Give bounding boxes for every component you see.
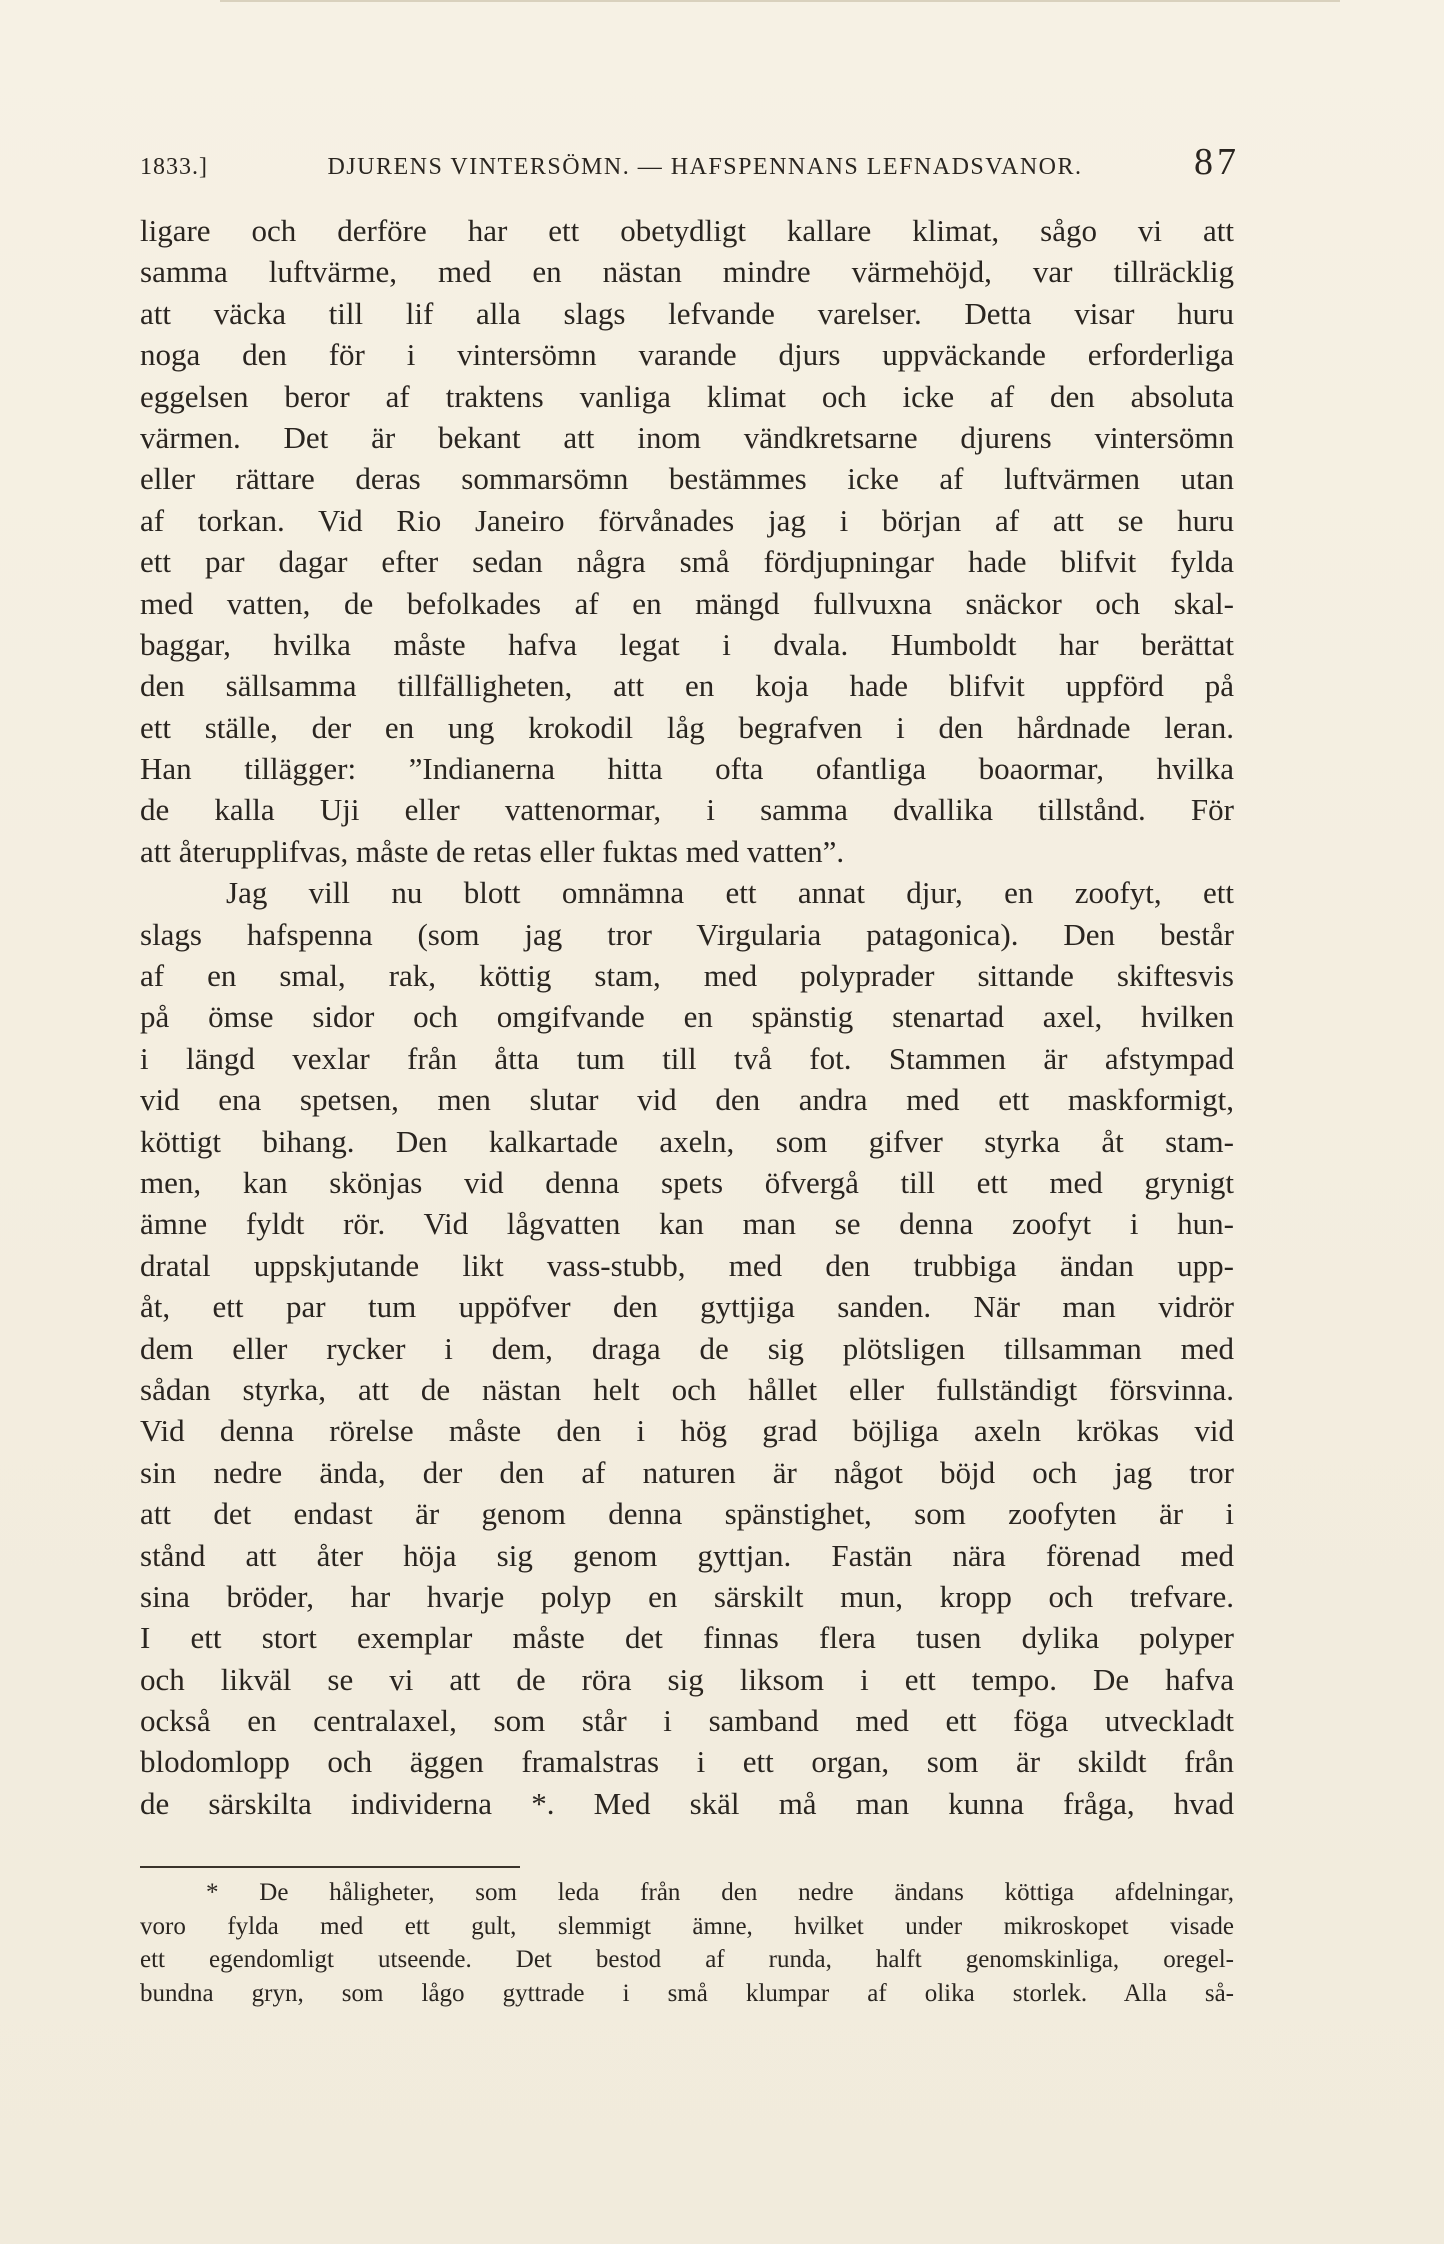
text-line: noga den för i vintersömn varande djurs uppväckande erforderliga (140, 337, 1234, 373)
text-line: blodomlopp och äggen framalstras i ett organ, som är skildt från (140, 1744, 1234, 1780)
text-line: Vid denna rörelse måste den i hög grad böjliga axeln krökas vid (140, 1413, 1234, 1449)
text-line: de kalla Uji eller vattenormar, i samma dvallika tillstånd. För (140, 792, 1234, 828)
text-line: åt, ett par tum uppöfver den gyttjiga sanden. När man vidrör (140, 1289, 1234, 1325)
body-text (140, 210, 1234, 1824)
text-line: stånd att åter höja sig genom gyttjan. Fastän nära förenad med (140, 1537, 1234, 1573)
text-line: den sällsamma tillfälligheten, att en koja hade blifvit uppförd på (140, 668, 1234, 704)
page-number: 87 (1194, 141, 1240, 183)
text-line: dratal uppskjutande likt vass-stubb, med den trubbiga ändan upp- (140, 1247, 1234, 1283)
text-line: att det endast är genom denna spänstighet, som zoofyten är i (140, 1496, 1234, 1532)
text-line: sådan styrka, att de nästan helt och hållet eller fullständigt försvinna. (140, 1371, 1234, 1407)
text-line: ett par dagar efter sedan några små fördjupningar hade blifvit fylda (140, 544, 1234, 580)
text-line: i längd vexlar från åtta tum till två fot. Stammen är afstympad (140, 1040, 1234, 1076)
footnote (140, 1876, 1234, 2010)
footnote-line: voro fylda med ett gult, slemmigt ämne, hvilket under mikroskopet visade (140, 1912, 1234, 1940)
running-header (140, 140, 1240, 184)
text-line: ämne fyldt rör. Vid lågvatten kan man se denna zoofyt i hun- (140, 1206, 1234, 1242)
text-line: af en smal, rak, köttig stam, med polyprader sittande skiftesvis (140, 958, 1234, 994)
text-line: eggelsen beror af traktens vanliga klimat och icke af den absoluta (140, 378, 1234, 414)
text-line: att återupplifvas, måste de retas eller fuktas med vatten”. (140, 833, 845, 869)
text-line: baggar, hvilka måste hafva legat i dvala. Humboldt har berättat (140, 626, 1234, 662)
page-edge-rule (220, 0, 1340, 2)
text-line: på ömse sidor och omgifvande en spänstig stenartad axel, hvilken (140, 999, 1234, 1035)
text-line: värmen. Det är bekant att inom vändkretsarne djurens vintersömn (140, 419, 1234, 455)
text-line: sin nedre ända, der den af naturen är något böjd och jag tror (140, 1454, 1234, 1490)
header-year: 1833.] (140, 154, 208, 180)
text-line: också en centralaxel, som står i samband med ett föga utveckladt (140, 1703, 1234, 1739)
text-line: sina bröder, har hvarje polyp en särskilt mun, kropp och trefvare. (140, 1578, 1234, 1614)
footnote-line: ett egendomligt utseende. Det bestod af runda, halft genomskinliga, oregel- (140, 1946, 1234, 1973)
text-line: slags hafspenna (som jag tror Virgularia patagonica). Den består (140, 916, 1234, 952)
text-line: och likväl se vi att de röra sig liksom i ett tempo. De hafva (140, 1661, 1234, 1697)
text-line: Jag vill nu blott omnämna ett annat djur, en zoofyt, ett (226, 875, 1234, 911)
text-line: men, kan skönjas vid denna spets öfvergå till ett med grynigt (140, 1164, 1234, 1200)
footnote-line: bundna gryn, som lågo gyttrade i små klumpar af olika storlek. Alla så- (140, 1979, 1234, 2007)
text-line: af torkan. Vid Rio Janeiro förvånades jag i början af att se huru (140, 502, 1234, 538)
footnote-line: * De håligheter, som leda från den nedre ändans köttiga afdelningar, (206, 1879, 1234, 1906)
footnote-divider (140, 1866, 520, 1868)
text-line: dem eller rycker i dem, draga de sig plötsligen tillsamman med (140, 1330, 1234, 1366)
text-line: I ett stort exemplar måste det finnas flera tusen dylika polyper (140, 1620, 1234, 1656)
text-line: att väcka till lif alla slags lefvande varelser. Detta visar huru (140, 295, 1234, 331)
text-line: vid ena spetsen, men slutar vid den andra med ett maskformigt, (140, 1082, 1234, 1118)
text-line: samma luftvärme, med en nästan mindre värmehöjd, var tillräcklig (140, 254, 1234, 290)
text-line: köttigt bihang. Den kalkartade axeln, som gifver styrka åt stam- (140, 1123, 1234, 1159)
text-line: med vatten, de befolkades af en mängd fullvuxna snäckor och skal- (140, 585, 1234, 621)
text-line: eller rättare deras sommarsömn bestämmes icke af luftvärmen utan (140, 461, 1234, 497)
text-line: Han tillägger: ”Indianerna hitta ofta ofantliga boaormar, hvilka (140, 751, 1234, 787)
header-title: DJURENS VINTERSÖMN. — HAFSPENNANS LEFNADSVANOR. (327, 154, 1083, 180)
text-line: ligare och derföre har ett obetydligt kallare klimat, sågo vi att (140, 213, 1234, 248)
text-line: ett ställe, der en ung krokodil låg begrafven i den hårdnade leran. (140, 709, 1234, 745)
text-line: de särskilta individerna *. Med skäl må man kunna fråga, hvad (140, 1785, 1234, 1821)
